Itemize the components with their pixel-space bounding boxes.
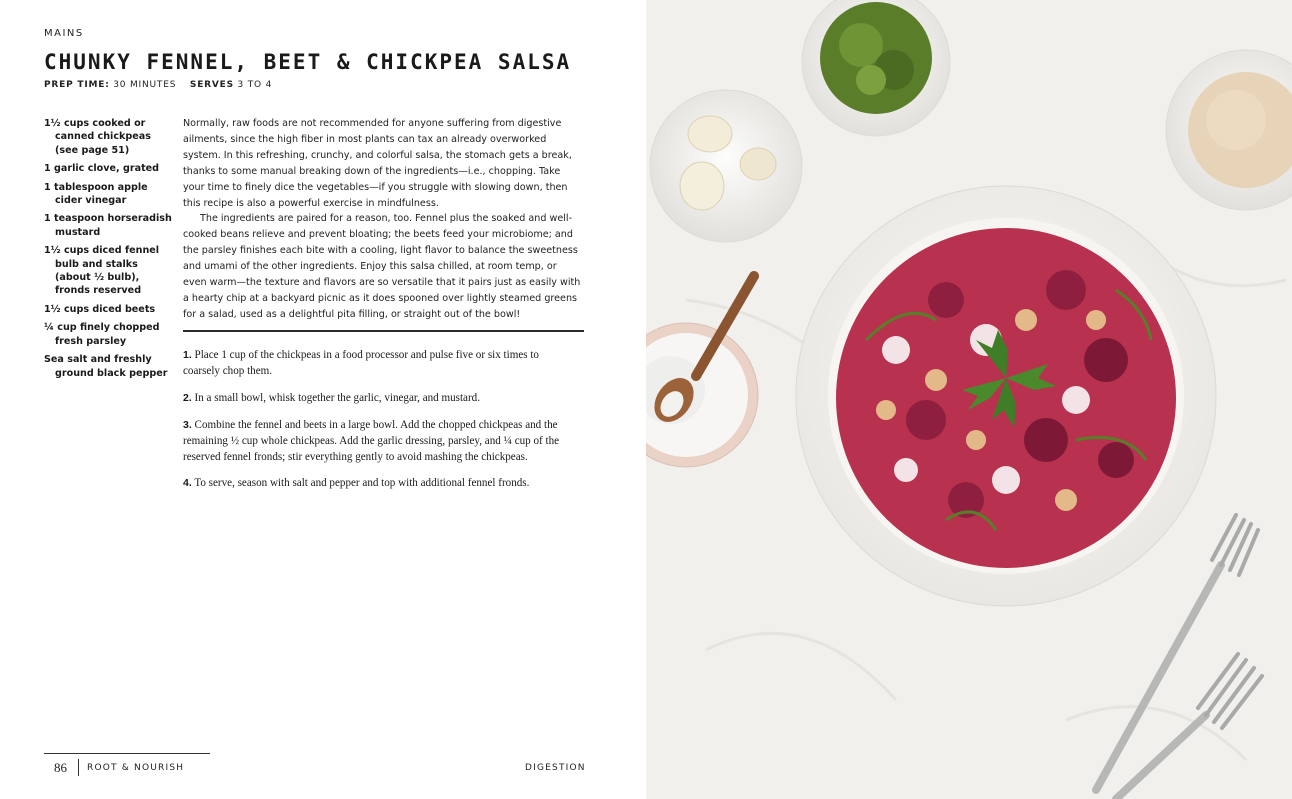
intro-paragraph: The ingredients are paired for a reason, too. Fennel plus the soaked and well-cooked beans relieve and prevent bloating; the beets feed your microbiome; and the parsley finishes each bite with a cooling, light flavor to balance the sweetness and umami of the other ingredients. Enjoy this salsa chilled, at room temp, or even warm—the texture and flavors are so versatile that it pairs just as easily with a hearty chip at a backyard picnic as it does spooned over lightly steamed greens for a salad, used as a delightful pita filling, or straight out of the bowl! bbox=[183, 213, 581, 320]
book-title: ROOT & NOURISH bbox=[87, 763, 185, 773]
ingredient-item: ¼ cup finely chopped fresh parsley bbox=[44, 322, 160, 347]
ingredient-list bbox=[44, 117, 172, 385]
section-divider bbox=[183, 330, 584, 332]
step-text: Combine the fennel and beets in a large bowl. Add the chopped chickpeas and the remaining ½ cup whole chickpeas. Add the garlic dressing, parsley, and ¼ cup of the reserved fennel fronds; stir everything gently to avoid mashing the chickpeas. bbox=[183, 418, 560, 463]
ingredient-item: 1½ cups diced fennel bulb and stalks (about ½ bulb), fronds reserved bbox=[44, 245, 160, 297]
intro-paragraph: Normally, raw foods are not recommended for anyone suffering from digestive ailments, since the high fiber in most plants can tax an already overworked system. In this refreshing, crunchy, and colorful salsa, the stomach gets a break, thanks to some manual breaking down of the ingredients—i.e., chopping. Take your time to finely dice the vegetables—if you struggle with slowing down, then this recipe is also a powerful exercise in mindfulness. bbox=[183, 118, 572, 209]
ingredient-item: 1½ cups diced beets bbox=[44, 303, 156, 315]
step-number: 3. bbox=[183, 418, 192, 431]
right-page-photo bbox=[646, 0, 1292, 799]
step-number: 2. bbox=[183, 391, 192, 404]
method-step bbox=[183, 476, 578, 492]
recipe-title: CHUNKY FENNEL, BEET & CHICKPEA SALSA bbox=[44, 50, 572, 74]
prep-time-label: PREP TIME: bbox=[44, 80, 110, 90]
ingredient-item: 1 teaspoon horseradish mustard bbox=[44, 213, 172, 238]
section-label: MAINS bbox=[44, 28, 84, 39]
serves-value: 3 TO 4 bbox=[237, 80, 273, 90]
method-step bbox=[183, 391, 578, 407]
ingredient-item: 1 garlic clove, grated bbox=[44, 163, 160, 175]
step-number: 4. bbox=[183, 477, 192, 490]
salsa-photo bbox=[646, 0, 1292, 799]
prep-time-value: 30 MINUTES bbox=[113, 80, 177, 90]
step-text: Place 1 cup of the chickpeas in a food processor and pulse five or six times to coarsely chop them. bbox=[183, 349, 539, 377]
footer-separator bbox=[78, 759, 79, 776]
step-text: To serve, season with salt and pepper and top with additional fennel fronds. bbox=[194, 477, 530, 490]
step-text: In a small bowl, whisk together the garlic, vinegar, and mustard. bbox=[194, 391, 480, 404]
method-step bbox=[183, 348, 578, 380]
recipe-intro bbox=[183, 116, 583, 323]
serves-label: SERVES bbox=[189, 80, 234, 90]
ingredient-item: Sea salt and freshly ground black pepper bbox=[44, 354, 168, 379]
footer-rule bbox=[44, 753, 210, 754]
garlic-bowl bbox=[650, 90, 802, 242]
ingredient-item: 1½ cups cooked or canned chickpeas (see page 51) bbox=[44, 118, 151, 156]
method-steps bbox=[183, 348, 578, 503]
page-number: 86 bbox=[54, 760, 67, 775]
chapter-name: DIGESTION bbox=[525, 763, 586, 773]
recipe-meta bbox=[44, 80, 272, 90]
method-step bbox=[183, 418, 578, 466]
ingredient-item: 1 tablespoon apple cider vinegar bbox=[44, 181, 148, 207]
step-number: 1. bbox=[183, 349, 192, 361]
